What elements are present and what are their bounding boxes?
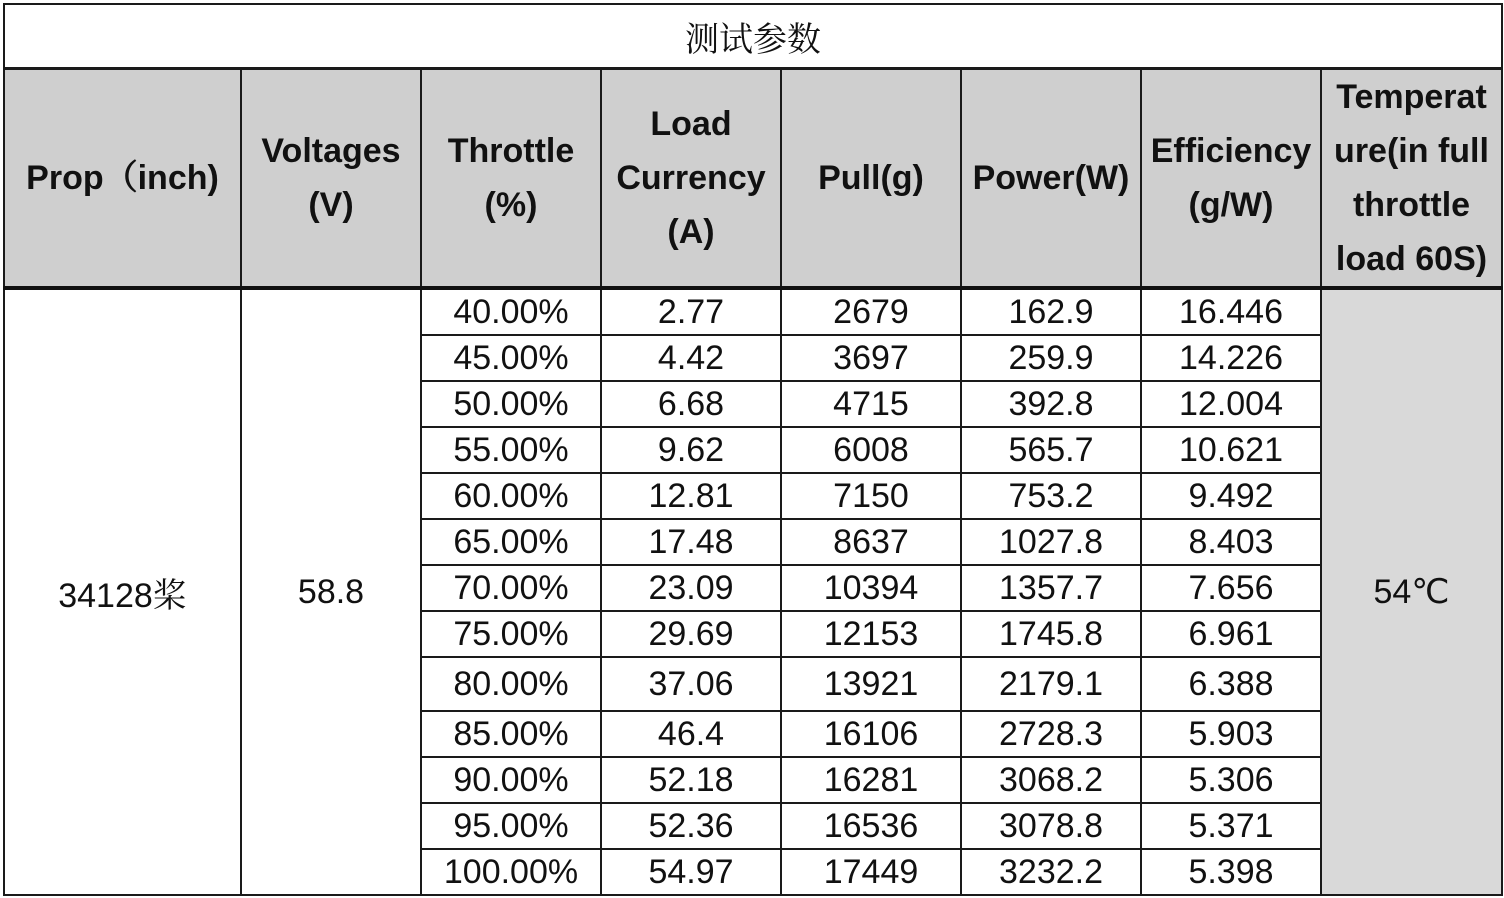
- header-line: (V): [308, 186, 354, 224]
- header-line: (%): [484, 186, 538, 224]
- power-cell: 753.2: [961, 473, 1141, 519]
- power-cell: 162.9: [961, 288, 1141, 335]
- temperature-cell: 54℃: [1321, 288, 1502, 895]
- power-cell: 3078.8: [961, 803, 1141, 849]
- pull-cell: 17449: [781, 849, 961, 895]
- current-cell: 4.42: [601, 335, 781, 381]
- current-cell: 2.77: [601, 288, 781, 335]
- current-cell: 46.4: [601, 711, 781, 757]
- current-cell: 52.18: [601, 757, 781, 803]
- header-load-current: [601, 69, 781, 289]
- header-row: [4, 69, 1502, 289]
- current-cell: 54.97: [601, 849, 781, 895]
- throttle-cell: 40.00%: [421, 288, 601, 335]
- throttle-cell: 65.00%: [421, 519, 601, 565]
- header-prop: [4, 69, 241, 289]
- voltage-cell: 58.8: [241, 288, 421, 895]
- current-cell: 6.68: [601, 381, 781, 427]
- throttle-cell: 80.00%: [421, 657, 601, 711]
- pull-cell: 6008: [781, 427, 961, 473]
- pull-cell: 2679: [781, 288, 961, 335]
- current-cell: 52.36: [601, 803, 781, 849]
- header-line: Currency: [616, 159, 766, 197]
- throttle-cell: 60.00%: [421, 473, 601, 519]
- power-cell: 3068.2: [961, 757, 1141, 803]
- header-power: [961, 69, 1141, 289]
- efficiency-cell: 6.388: [1141, 657, 1321, 711]
- power-cell: 2728.3: [961, 711, 1141, 757]
- efficiency-cell: 5.306: [1141, 757, 1321, 803]
- header-line: Load: [650, 105, 732, 143]
- header-line: Voltages: [261, 132, 401, 170]
- pull-cell: 4715: [781, 381, 961, 427]
- pull-cell: 7150: [781, 473, 961, 519]
- pull-cell: 10394: [781, 565, 961, 611]
- header-pull: [781, 69, 961, 289]
- current-cell: 23.09: [601, 565, 781, 611]
- throttle-cell: 55.00%: [421, 427, 601, 473]
- header-line: Prop（inch): [26, 159, 219, 197]
- pull-cell: 8637: [781, 519, 961, 565]
- prop-cell: 34128桨: [4, 288, 241, 895]
- pull-cell: 3697: [781, 335, 961, 381]
- header-line: Temperat: [1336, 78, 1487, 116]
- power-cell: 3232.2: [961, 849, 1141, 895]
- efficiency-cell: 16.446: [1141, 288, 1321, 335]
- header-efficiency: [1141, 69, 1321, 289]
- throttle-cell: 85.00%: [421, 711, 601, 757]
- header-line: Throttle: [447, 132, 575, 170]
- header-line: ure(in full: [1334, 132, 1489, 170]
- header-line: Power(W): [972, 159, 1130, 197]
- power-cell: 1745.8: [961, 611, 1141, 657]
- pull-cell: 16281: [781, 757, 961, 803]
- pull-cell: 16106: [781, 711, 961, 757]
- throttle-cell: 75.00%: [421, 611, 601, 657]
- efficiency-cell: 7.656: [1141, 565, 1321, 611]
- header-line: (g/W): [1188, 186, 1274, 224]
- current-cell: 37.06: [601, 657, 781, 711]
- power-cell: 565.7: [961, 427, 1141, 473]
- throttle-cell: 50.00%: [421, 381, 601, 427]
- throttle-cell: 45.00%: [421, 335, 601, 381]
- power-cell: 392.8: [961, 381, 1141, 427]
- header-line: throttle: [1352, 186, 1471, 224]
- header-line: Pull(g): [818, 159, 924, 197]
- header-line: (A): [667, 213, 715, 251]
- test-parameters-table: [3, 3, 1503, 896]
- efficiency-cell: 5.398: [1141, 849, 1321, 895]
- throttle-cell: 70.00%: [421, 565, 601, 611]
- throttle-cell: 100.00%: [421, 849, 601, 895]
- throttle-cell: 90.00%: [421, 757, 601, 803]
- current-cell: 29.69: [601, 611, 781, 657]
- current-cell: 17.48: [601, 519, 781, 565]
- power-cell: 1027.8: [961, 519, 1141, 565]
- efficiency-cell: 6.961: [1141, 611, 1321, 657]
- throttle-cell: 95.00%: [421, 803, 601, 849]
- efficiency-cell: 5.903: [1141, 711, 1321, 757]
- header-voltages: [241, 69, 421, 289]
- power-cell: 1357.7: [961, 565, 1141, 611]
- power-cell: 259.9: [961, 335, 1141, 381]
- efficiency-cell: 12.004: [1141, 381, 1321, 427]
- current-cell: 9.62: [601, 427, 781, 473]
- pull-cell: 16536: [781, 803, 961, 849]
- efficiency-cell: 10.621: [1141, 427, 1321, 473]
- current-cell: 12.81: [601, 473, 781, 519]
- header-temperature: [1321, 69, 1502, 289]
- efficiency-cell: 8.403: [1141, 519, 1321, 565]
- efficiency-cell: 9.492: [1141, 473, 1321, 519]
- header-line: Efficiency: [1150, 132, 1312, 170]
- pull-cell: 13921: [781, 657, 961, 711]
- table-row: [4, 288, 1502, 335]
- power-cell: 2179.1: [961, 657, 1141, 711]
- efficiency-cell: 14.226: [1141, 335, 1321, 381]
- header-line: load 60S): [1335, 240, 1488, 278]
- pull-cell: 12153: [781, 611, 961, 657]
- header-throttle: [421, 69, 601, 289]
- efficiency-cell: 5.371: [1141, 803, 1321, 849]
- table-title: 测试参数: [4, 4, 1502, 69]
